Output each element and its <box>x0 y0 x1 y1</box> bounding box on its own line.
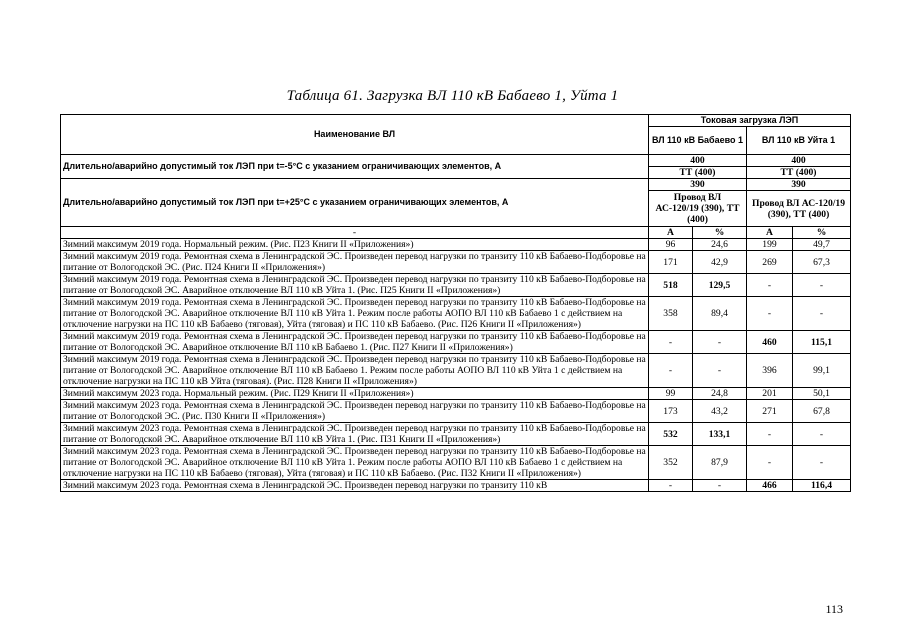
limit2-line2-value: 390 <box>747 179 851 191</box>
limit-label-plus25: Длительно/аварийно допустимый ток ЛЭП при t=+25°С с указанием ограничивающих элементов, А <box>61 179 649 227</box>
row-line2-percent: 67,8 <box>793 400 851 423</box>
row-line2-amps: 396 <box>747 354 793 388</box>
limit2-line2-element: Провод ВЛ АС-120/19 (390), ТТ (400) <box>747 191 851 227</box>
row-line1-amps: - <box>649 354 693 388</box>
units-dash: - <box>61 227 649 239</box>
row-line1-percent: - <box>693 480 747 492</box>
unit-pct-line1: % <box>693 227 747 239</box>
header-name-col: Наименование ВЛ <box>61 115 649 155</box>
row-line2-percent: 67,3 <box>793 251 851 274</box>
row-line2-percent: 50,1 <box>793 388 851 400</box>
row-description: Зимний максимум 2019 года. Ремонтная схема в Ленинградской ЭС. Произведен перевод нагрузки по транзиту 110 кВ Бабаево-Подборовье на питание от Вологодской ЭС. Аварийное отключение ВЛ 110 кВ Бабаево 1. Режим после работы АОПО ВЛ 110 кВ Уйта 1 с действием на отключение нагрузки на ПС 110 кВ Уйта (тяговая). (Рис. П28 Книги II «Приложения») <box>61 354 649 388</box>
row-line2-amps: 199 <box>747 239 793 251</box>
table-caption: Таблица 61. Загрузка ВЛ 110 кВ Бабаево 1, Уйта 1 <box>286 88 619 104</box>
row-line1-percent: 42,9 <box>693 251 747 274</box>
unit-a-line1: А <box>649 227 693 239</box>
limit1-line2-element: ТТ (400) <box>747 167 851 179</box>
table-row <box>61 400 851 423</box>
limit2-line1-value: 390 <box>649 179 747 191</box>
row-line1-percent: 24,8 <box>693 388 747 400</box>
table-row <box>61 423 851 446</box>
limit1-line2-value: 400 <box>747 155 851 167</box>
row-line1-amps: 532 <box>649 423 693 446</box>
header-line1: ВЛ 110 кВ Бабаево 1 <box>649 127 747 155</box>
table-row <box>61 251 851 274</box>
row-description: Зимний максимум 2019 года. Нормальный режим. (Рис. П23 Книги II «Приложения») <box>61 239 649 251</box>
row-line1-amps: - <box>649 331 693 354</box>
row-line1-percent: 24,6 <box>693 239 747 251</box>
header-current-load: Токовая загрузка ЛЭП <box>649 115 851 127</box>
row-line2-percent: - <box>793 297 851 331</box>
limit-label-minus5: Длительно/аварийно допустимый ток ЛЭП при t=-5°С с указанием ограничивающих элементов, А <box>61 155 649 179</box>
table-row <box>61 388 851 400</box>
row-line2-amps: - <box>747 274 793 297</box>
row-line1-amps: 171 <box>649 251 693 274</box>
table-row <box>61 354 851 388</box>
row-line1-percent: 89,4 <box>693 297 747 331</box>
row-line2-percent: 99,1 <box>793 354 851 388</box>
row-line1-percent: - <box>693 354 747 388</box>
unit-a-line2: А <box>747 227 793 239</box>
row-description: Зимний максимум 2023 года. Ремонтная схема в Ленинградской ЭС. Произведен перевод нагрузки по транзиту 110 кВ Бабаево-Подборовье на питание от Вологодской ЭС. Аварийное отключение ВЛ 110 кВ Уйта 1. (Рис. П31 Книги II «Приложения») <box>61 423 649 446</box>
table-row <box>61 480 851 492</box>
table-row <box>61 446 851 480</box>
row-line2-amps: - <box>747 423 793 446</box>
row-line1-percent: 43,2 <box>693 400 747 423</box>
row-line2-amps: 271 <box>747 400 793 423</box>
table-row <box>61 297 851 331</box>
table-row <box>61 274 851 297</box>
limit2-line1-element: Провод ВЛ АС-120/19 (390), ТТ (400) <box>649 191 747 227</box>
row-description: Зимний максимум 2019 года. Ремонтная схема в Ленинградской ЭС. Произведен перевод нагрузки по транзиту 110 кВ Бабаево-Подборовье на питание от Вологодской ЭС. Аварийное отключение ВЛ 110 кВ Бабаево 1. (Рис. П27 Книги II «Приложения») <box>61 331 649 354</box>
table-row <box>61 239 851 251</box>
row-line1-amps: 518 <box>649 274 693 297</box>
row-line1-percent: 129,5 <box>693 274 747 297</box>
limit1-line1-element: ТТ (400) <box>649 167 747 179</box>
row-line2-percent: - <box>793 423 851 446</box>
row-line1-amps: 352 <box>649 446 693 480</box>
row-description: Зимний максимум 2023 года. Ремонтная схема в Ленинградской ЭС. Произведен перевод нагрузки по транзиту 110 кВ Бабаево-Подборовье на питание от Вологодской ЭС. (Рис. П30 Книги II «Приложения») <box>61 400 649 423</box>
row-line2-amps: 466 <box>747 480 793 492</box>
row-line1-percent: 87,9 <box>693 446 747 480</box>
row-description: Зимний максимум 2023 года. Ремонтная схема в Ленинградской ЭС. Произведен перевод нагрузки по транзиту 110 кВ <box>61 480 649 492</box>
row-line1-amps: 358 <box>649 297 693 331</box>
row-line1-percent: 133,1 <box>693 423 747 446</box>
table-row <box>61 331 851 354</box>
row-line2-amps: - <box>747 446 793 480</box>
row-line2-percent: - <box>793 274 851 297</box>
row-line2-amps: 201 <box>747 388 793 400</box>
row-description: Зимний максимум 2019 года. Ремонтная схема в Ленинградской ЭС. Произведен перевод нагрузки по транзиту 110 кВ Бабаево-Подборовье на питание от Вологодской ЭС. Аварийное отключение ВЛ 110 кВ Уйта 1. (Рис. П25 Книги II «Приложения») <box>61 274 649 297</box>
row-line1-amps: 99 <box>649 388 693 400</box>
load-table <box>60 114 851 492</box>
header-line2: ВЛ 110 кВ Уйта 1 <box>747 127 851 155</box>
row-line1-amps: 173 <box>649 400 693 423</box>
unit-pct-line2: % <box>793 227 851 239</box>
row-line1-percent: - <box>693 331 747 354</box>
row-line2-amps: 269 <box>747 251 793 274</box>
row-line2-amps: - <box>747 297 793 331</box>
row-description: Зимний максимум 2019 года. Ремонтная схема в Ленинградской ЭС. Произведен перевод нагрузки по транзиту 110 кВ Бабаево-Подборовье на питание от Вологодской ЭС. Аварийное отключение ВЛ 110 кВ Уйта 1. Режим после работы АОПО ВЛ 110 кВ Бабаево 1 с действием на отключение нагрузки на ПС 110 кВ Бабаево (тяговая), Уйта (тяговая) и ПС 110 кВ Бабаево. (Рис. П26 Книги II «Приложения») <box>61 297 649 331</box>
row-line2-percent: 116,4 <box>793 480 851 492</box>
row-line1-amps: 96 <box>649 239 693 251</box>
row-line2-amps: 460 <box>747 331 793 354</box>
row-line2-percent: - <box>793 446 851 480</box>
row-description: Зимний максимум 2023 года. Нормальный режим. (Рис. П29 Книги II «Приложения») <box>61 388 649 400</box>
row-description: Зимний максимум 2023 года. Ремонтная схема в Ленинградской ЭС. Произведен перевод нагрузки по транзиту 110 кВ Бабаево-Подборовье на питание от Вологодской ЭС. Аварийное отключение ВЛ 110 кВ Уйта 1. Режим после работы АОПО ВЛ 110 кВ Бабаево 1 с действием на отключение нагрузки на ПС 110 кВ Бабаево (тяговая), Уйта (тяговая) и ПС 110 кВ Бабаево. (Рис. П32 Книги II «Приложения») <box>61 446 649 480</box>
limit1-line1-value: 400 <box>649 155 747 167</box>
row-line1-amps: - <box>649 480 693 492</box>
row-line2-percent: 49,7 <box>793 239 851 251</box>
row-line2-percent: 115,1 <box>793 331 851 354</box>
row-description: Зимний максимум 2019 года. Ремонтная схема в Ленинградской ЭС. Произведен перевод нагрузки по транзиту 110 кВ Бабаево-Подборовье на питание от Вологодской ЭС. (Рис. П24 Книги II «Приложения») <box>61 251 649 274</box>
page-number: 113 <box>825 602 843 616</box>
